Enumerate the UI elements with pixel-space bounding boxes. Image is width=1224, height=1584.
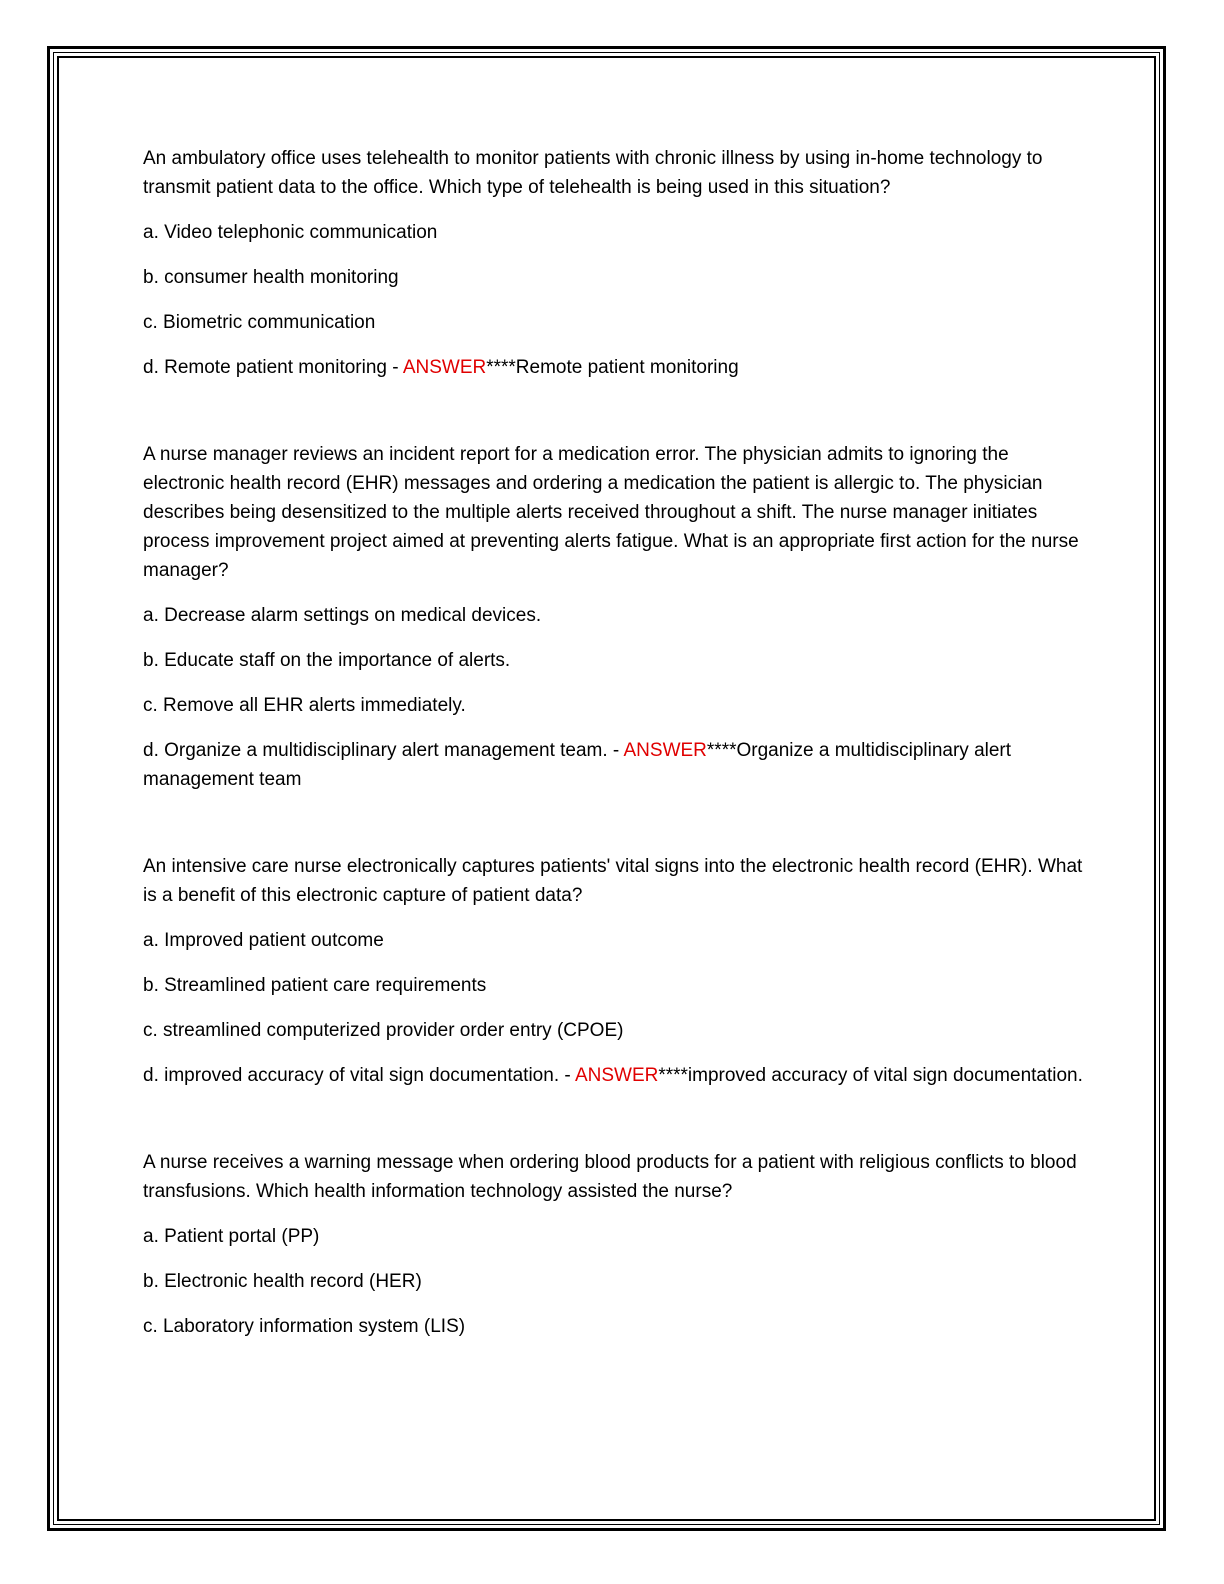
question-block — [143, 144, 1083, 382]
question-block — [143, 852, 1083, 1090]
option-c: c. streamlined computerized provider order entry (CPOE) — [143, 1020, 624, 1041]
answer-text: ****improved accuracy of vital sign documentation. — [658, 1065, 1083, 1086]
option-a: a. Video telephonic communication — [143, 222, 438, 243]
answer-text: ****Organize a multidisciplinary alert management team — [143, 740, 1012, 790]
option-a: a. Patient portal (PP) — [143, 1226, 320, 1247]
option-c: c. Biometric communication — [143, 312, 376, 333]
answer-keyword: ANSWER — [574, 1065, 659, 1086]
option-a: a. Decrease alarm settings on medical devices. — [143, 605, 542, 626]
question-stem: A nurse receives a warning message when ordering blood products for a patient with religious conflicts to blood transfusions. Which health information technology assisted the nurse? — [143, 1152, 1077, 1202]
question-block — [143, 440, 1083, 794]
option-d-with-answer — [143, 1061, 1083, 1090]
option-a: a. Improved patient outcome — [143, 930, 384, 951]
option-d: d. Organize a multidisciplinary alert management team. - — [143, 740, 624, 761]
option-b: b. Electronic health record (HER) — [143, 1271, 422, 1292]
question-stem: An intensive care nurse electronically captures patients' vital signs into the electronic health record (EHR). What is a benefit of this electronic capture of patient data? — [143, 856, 1083, 906]
option-c: c. Laboratory information system (LIS) — [143, 1316, 466, 1337]
option-d-with-answer — [143, 736, 1083, 794]
option-b: b. consumer health monitoring — [143, 267, 399, 288]
option-d: d. Remote patient monitoring - — [143, 357, 403, 378]
question-block — [143, 1148, 1083, 1341]
question-stem: A nurse manager reviews an incident report for a medication error. The physician admits to ignoring the electronic health record (EHR) messages and ordering a medication the patient is allergic to. The physician describes being desensitized to the multiple alerts received throughout a shift. The nurse manager initiates process improvement project aimed at preventing alerts fatigue. What is an appropriate first action for the nurse manager? — [143, 444, 1079, 581]
option-c: c. Remove all EHR alerts immediately. — [143, 695, 466, 716]
document-body — [143, 144, 1083, 1399]
answer-keyword: ANSWER — [402, 357, 487, 378]
question-stem: An ambulatory office uses telehealth to monitor patients with chronic illness by using in-home technology to transmit patient data to the office. Which type of telehealth is being used in this situation? — [143, 148, 1043, 198]
answer-text: ****Remote patient monitoring — [486, 357, 739, 378]
option-d: d. improved accuracy of vital sign documentation. - — [143, 1065, 575, 1086]
option-b: b. Educate staff on the importance of alerts. — [143, 650, 511, 671]
answer-keyword: ANSWER — [623, 740, 707, 761]
option-d-with-answer — [143, 353, 1083, 382]
option-b: b. Streamlined patient care requirements — [143, 975, 487, 996]
